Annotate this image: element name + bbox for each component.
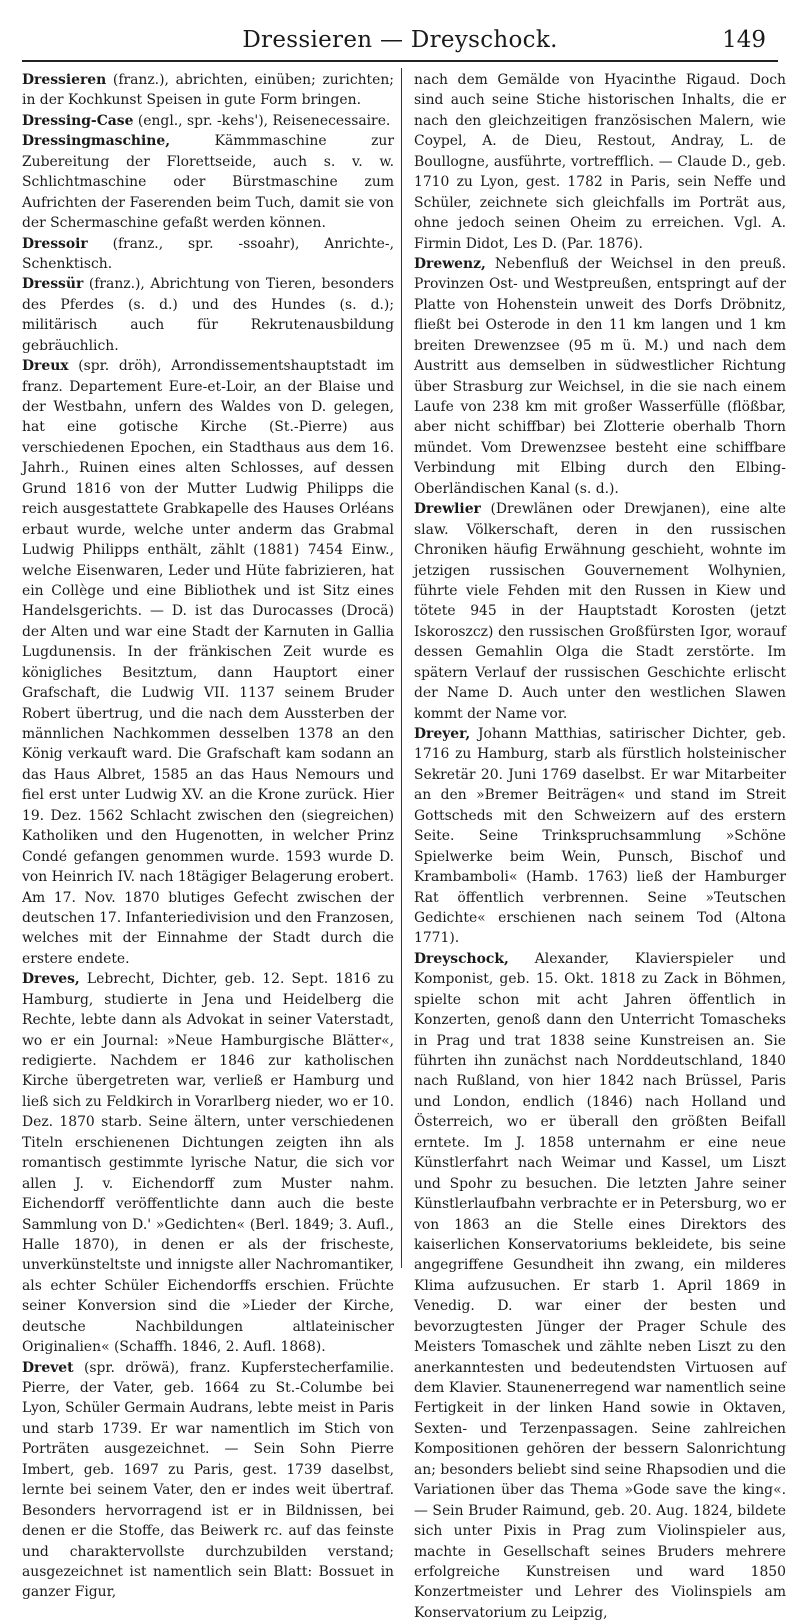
entry-text: (spr. dröwä), franz. Kupferstecherfamilie. Pierre, der Vater, geb. 1664 zu St.-Columbe bei Lyon, Schüler Germain Audrans, lebte meist in Paris und starb 1739. Er war namentlich im Stich von Porträten ausgezeichnet. — Sein Sohn Pierre Imbert, geb. 1697 zu Paris, gest. 1739 daselbst, lernte bei seinem Vater, den er indes weit übertraf. Besonders hervorragend ist er in Bildnissen, bei denen er die Stoffe, das Beiwerk rc. auf das feinste und charaktervollste durchzubilden verstand; ausgezeichnet ist namentlich sein Blatt: Bossuet in ganzer Figur, bbox=[22, 1359, 394, 1601]
page-number: 149 bbox=[722, 27, 766, 53]
right-column bbox=[414, 70, 786, 1621]
entry bbox=[22, 234, 394, 275]
entry-headword: Dressür bbox=[22, 276, 84, 293]
entry-headword: Dreyschock, bbox=[414, 950, 509, 967]
entry-text: Nebenfluß der Weichsel in den preuß. Provinzen Ost- und Westpreußen, entspringt auf der Platte von Hohenstein unweit des Dorfs Dröbnitz, fließt bei Osterode in den 11 km langen und 1 km breiten Drewenzsee (95 m ü. M.) und nach dem Austritt aus demselben in südwestlicher Richtung über Strasburg zur Weichsel, in die sie nach einem Laufe von 238 km mit großer Wasserfülle (flößbar, aber nicht schiffbar) bei Zlotterie oberhalb Thorn mündet. Vom Drewenzsee besteht eine schiffbare Verbindung mit Elbing durch den Elbing-Oberländischen Kanal (s. d.). bbox=[414, 255, 786, 497]
entry-text: (franz.), abrichten, einüben; zurichten; in der Kochkunst Speisen in gute Form bringen. bbox=[22, 72, 394, 109]
entry-text: (spr. dröh), Arrondissementshauptstadt im franz. Departement Eure-et-Loir, an der Blaise und der Westbahn, unfern des Waldes von D. gelegen, hat eine gotische Kirche (St.-Pierre) aus verschiedenen Epochen, ein Stadthaus aus dem 16. Jahrh., Ruinen eines alten Schlosses, auf dessen Grund 1816 von der Mutter Ludwig Philipps die reich ausgestattete Grabkapelle des Hauses Orléans erbaut wurde, welche unter anderm das Grabmal Ludwig Philipps enthält, zählt (1881) 7454 Einw., welche Eisenwaren, Leder und Hüte fabrizieren, hat ein Collège und eine Bibliothek und ist Sitz eines Handelsgerichts. — D. ist das Durocasses (Drocä) der Alten und war eine Stadt der Karnuten in Gallia Lugdunensis. In der fränkischen Zeit wurde es königliches Besitztum, dann Hauptort einer Grafschaft, die Ludwig VII. 1137 seinem Bruder Robert übertrug, und die nach dem Aussterben der männlichen Nachkommen desselben 1378 an den König verkauft ward. Die Grafschaft kam sodann an das Haus Albret, 1585 an das Haus Nemours und fiel erst unter Ludwig XV. an die Krone zurück. Hier 19. Dez. 1562 Schlacht zwischen den (siegreichen) Katholiken und den Hugenotten, in welcher Prinz Condé gefangen genommen wurde. 1593 wurde D. von Heinrich IV. nach 18tägiger Belagerung erobert. Am 17. Nov. 1870 blutiges Gefecht zwischen der deutschen 17. Infanteriedivision und den Franzosen, welches mit der Einnahme der Stadt durch die erstere endete. bbox=[22, 358, 394, 967]
entry bbox=[22, 70, 394, 111]
entry-headword: Dressingmaschine, bbox=[22, 133, 171, 150]
page-header bbox=[0, 0, 800, 60]
entry-text: Johann Matthias, satirischer Dichter, geb. 1716 zu Hamburg, starb als fürstlich holsteinischer Sekretär 20. Juni 1769 daselbst. Er war Mitarbeiter an den »Bremer Beiträgen« und stand im Streit Gottscheds mit den Schweizern auf des erstern Seite. Seine Trinkspruchsammlung »Schöne Spielwerke beim Wein, Punsch, Bischof und Krambamboli« (Hamb. 1763) ließ der Hamburger Rat öffentlich verbrennen. Seine »Teutschen Gedichte« erschienen nach seinem Tod (Altona 1771). bbox=[414, 726, 786, 947]
entry-text: (engl., spr. -kehs'), Reisenecessaire. bbox=[133, 112, 391, 129]
entry bbox=[414, 254, 786, 499]
entry bbox=[22, 274, 394, 356]
entry-headword: Drewlier bbox=[414, 501, 481, 518]
entry bbox=[414, 499, 786, 724]
entry-headword: Drevet bbox=[22, 1359, 74, 1376]
entry-text: Kämmmaschine zur Zubereitung der Florettseide, auch s. v. w. Schlichtmaschine oder Bürstmaschine zum Aufrichten der Faserenden beim Tuch, damit sie von der Schermaschine gefaßt werden können. bbox=[22, 133, 394, 232]
entry-text: (Drewlänen oder Drewjanen), eine alte slaw. Völkerschaft, deren in den russischen Chroniken häufig Erwähnung geschieht, wohnte im jetzigen russischen Gouvernement Wolhynien, führte viele Fehden mit den Russen in Kiew und tötete 945 in der Hauptstadt Korosten (jetzt Iskoroszcz) den russischen Großfürsten Igor, worauf dessen Gemahlin Olga die Stadt zerstörte. Im spätern Verlauf der russischen Geschichte erlischt der Name D. Auch unter den westlichen Slawen kommt der Name vor. bbox=[414, 501, 786, 722]
entry-text: (franz., spr. -ssoahr), Anrichte-, Schenktisch. bbox=[22, 235, 394, 272]
entry-text: (franz.), Abrichtung von Tieren, besonders des Pferdes (s. d.) und des Hundes (s. d.); militärisch auch für Rekrutenausbildung gebräuchlich. bbox=[22, 276, 394, 354]
entry bbox=[414, 949, 786, 1623]
entry-headword: Dreux bbox=[22, 358, 69, 375]
entry-text: nach dem Gemälde von Hyacinthe Rigaud. Doch sind auch seine Stiche historischen Inhalts, die er nach den gleichzeitigen französischen Malern, wie Coypel, A. de Dieu, Restout, Andray, L. de Boullogne, ausführte, vortrefflich. — Claude D., geb. 1710 zu Lyon, gest. 1782 in Paris, sein Neffe und Schüler, zeichnete sich gleichfalls im Porträt aus, ohne jedoch seinen Oheim zu erreichen. Vgl. A. Firmin Didot, Les D. (Par. 1876). bbox=[414, 72, 786, 252]
entry-headword: Dressieren bbox=[22, 72, 107, 88]
entry bbox=[22, 356, 394, 969]
entry bbox=[22, 111, 394, 131]
entry-headword: Drewenz, bbox=[414, 255, 486, 272]
entry-text: Lebrecht, Dichter, geb. 12. Sept. 1816 zu Hamburg, studierte in Jena und Heidelberg die Rechte, lebte dann als Advokat in seiner Vaterstadt, wo er ein Journal: »Neue Hamburgische Blätter«, redigierte. Nachdem er 1846 zur katholischen Kirche übergetreten war, verließ er Hamburg und ließ sich zu Feldkirch in Vorarlberg nieder, wo er 10. Dez. 1870 starb. Seine ältern, unter verschiedenen Titeln erschienenen Dichtungen zeigten ihn als romantisch gestimmte lyrische Natur, die sich vor allen J. v. Eichendorff zum Muster nahm. Eichendorff veröffentlichte dann auch die beste Sammlung von D.' »Gedichten« (Berl. 1849; 3. Aufl., Halle 1870), in denen er als der frischeste, unverkünsteltste und innigste aller Nachromantiker, als echter Schüler Eichendorffs erschien. Früchte seiner Konversion sind die »Lieder der Kirche, deutsche Nachbildungen altlateinischer Originalien« (Schaffh. 1846, 2. Aufl. 1868). bbox=[22, 971, 394, 1356]
entry-continuation bbox=[414, 70, 786, 254]
running-title: Dressieren — Dreyschock. bbox=[242, 27, 558, 53]
entry-headword: Dressing-Case bbox=[22, 112, 134, 129]
entry bbox=[22, 969, 394, 1357]
entry-text: Alexander, Klavierspieler und Komponist, geb. 15. Okt. 1818 zu Zack in Böhmen, spielte schon mit acht Jahren öffentlich in Konzerten, genoß dann den Unterricht Tomascheks in Prag und trat 1838 seine Kunstreisen an. Sie führten ihn zunächst nach Norddeutschland, 1840 nach Rußland, von hier 1842 nach Brüssel, Paris und London, endlich (1846) nach Holland und Österreich, wo er überall den größten Beifall erntete. Im J. 1858 unternahm er eine neue Künstlerfahrt nach Weimar und Kassel, um Liszt und Spohr zu besuchen. Die letzten Jahre seiner Künstlerlaufbahn verbrachte er in Petersburg, wo er von 1863 an die Stelle eines Direktors des kaiserlichen Konservatoriums bekleidete, bis seine angegriffene Gesundheit ihn zwang, ein milderes Klima aufzusuchen. Er starb 1. April 1869 in Venedig. D. war einer der besten und bevorzugtesten Jünger der Prager Schule des Meisters Tomaschek und zählte neben Liszt zu den anerkanntesten und bedeutendsten Virtuosen auf dem Klavier. Staunenerregend war namentlich seine Fertigkeit in der linken Hand sowie in Oktaven, Sexten- und Terzenpassagen. Seine zahlreichen Kompositionen gehören der bessern Salonrichtung an; besonders beliebt sind seine Rhapsodien und die Variationen über das Thema »Gode save the king«. — Sein Bruder Raimund, geb. 20. Aug. 1824, bildete sich unter Pixis in Prag zum Violinspieler aus, machte in Gesellschaft seines Bruders mehrere erfolgreiche Kunstreisen und ward 1850 Konzertmeister und Lehrer des Violinspiels am Konservatorium zu Leipzig, bbox=[414, 950, 786, 1621]
entry-headword: Dreyer, bbox=[414, 726, 471, 742]
column-divider bbox=[401, 68, 402, 1268]
left-column bbox=[22, 70, 394, 1601]
entry bbox=[22, 1358, 394, 1603]
entry-headword: Dressoir bbox=[22, 235, 88, 252]
entry bbox=[22, 131, 394, 233]
header-rule bbox=[22, 60, 778, 62]
entry-headword: Dreves, bbox=[22, 971, 80, 988]
entry bbox=[414, 724, 786, 949]
